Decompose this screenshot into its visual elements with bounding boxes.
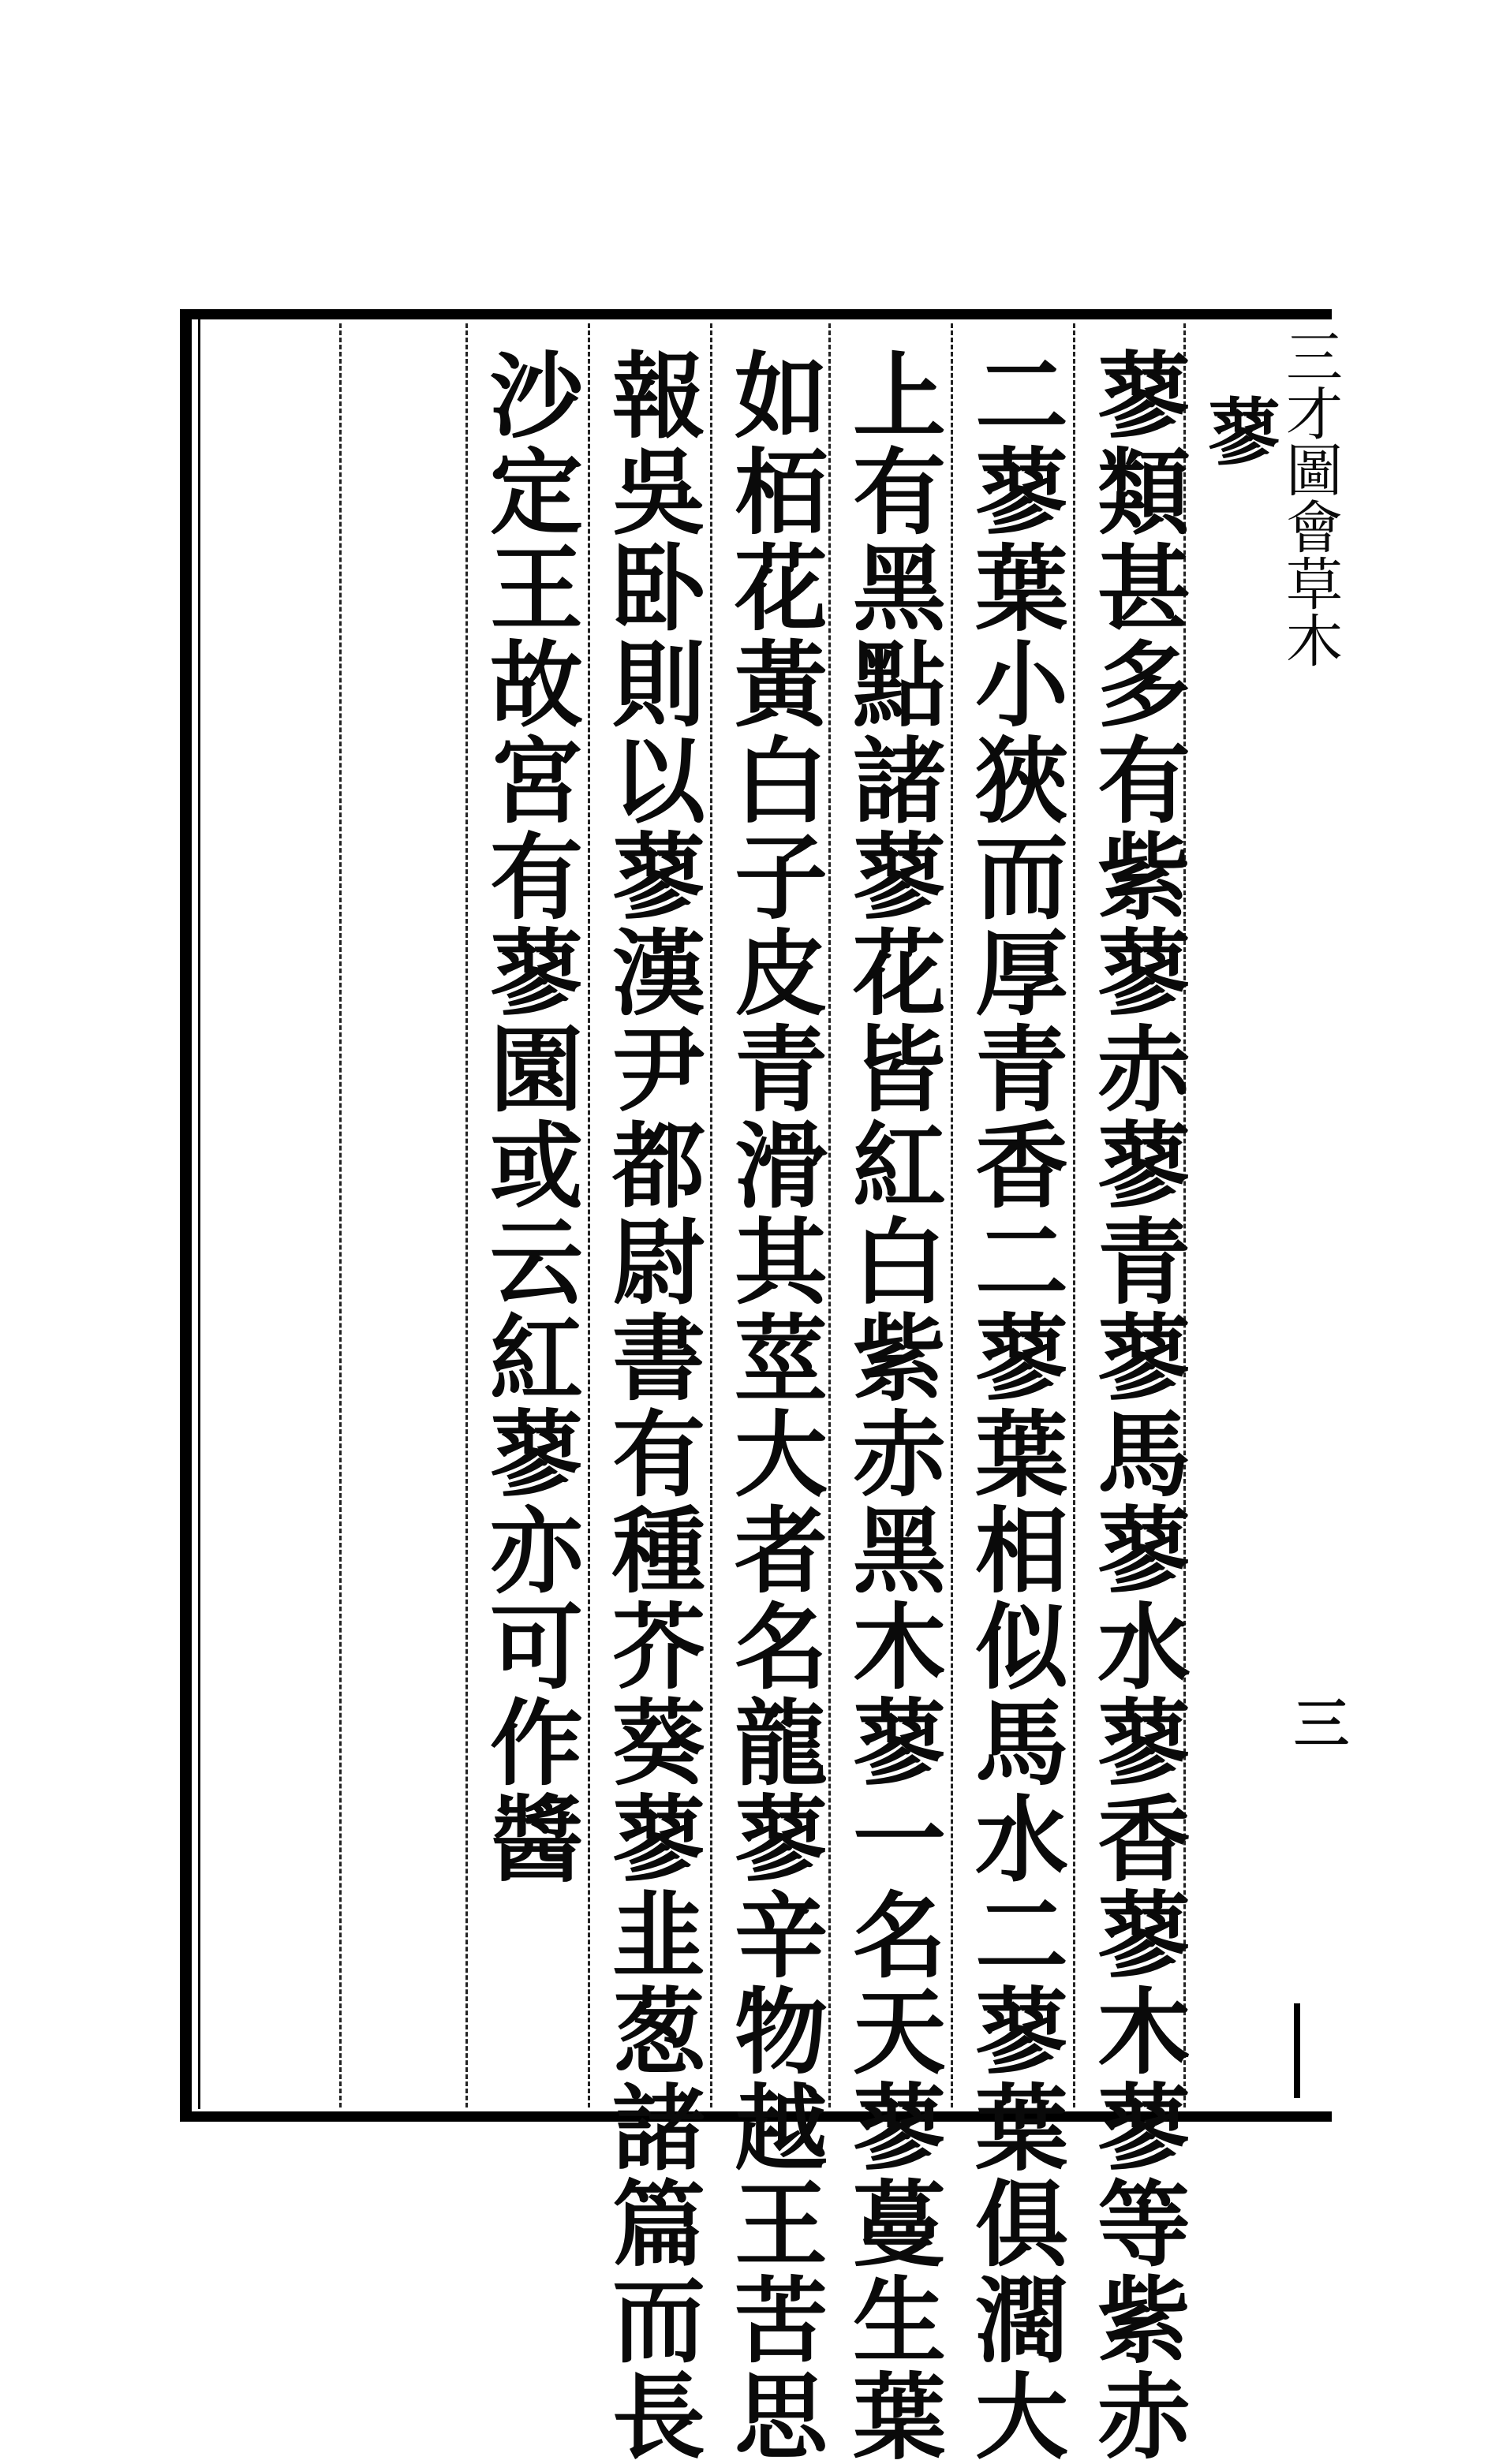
edge-mark (1294, 2003, 1300, 2098)
text-column-4: 如栢花黃白子皮青滑其莖大者名龍蓼辛物越王苦思 (719, 347, 828, 2464)
column-rule (465, 323, 468, 2107)
column-rule (951, 323, 953, 2107)
text-column-5: 報吳卧則以蓼漢尹都尉書有種芥葵蓼韭葱諸篇而長 (596, 347, 706, 2464)
frame-inner-rule (198, 319, 200, 2109)
column-rule (710, 323, 712, 2107)
folio-number: 三 (1294, 1691, 1349, 1757)
column-rule (1073, 323, 1075, 2107)
entry-heading: 蓼 (1196, 394, 1281, 467)
column-rule (339, 323, 342, 2107)
text-column-3: 上有黑點諸蓼花皆紅白紫赤黑木蓼一名天蓼蔓生葉 (837, 347, 947, 2464)
text-column-2: 二蓼葉小狹而厚青香二蓼葉相似馬水二蓼葉俱濶大 (959, 347, 1069, 2464)
margin-title: 三才圖會草木 (1277, 327, 1343, 668)
text-column-1: 蓼類甚多有紫蓼赤蓼青蓼馬蓼水蓼香蓼木蓼等紫赤 (1082, 347, 1191, 2464)
text-column-6: 沙定王故宮有蓼園或云紅蓼亦可作醬 (474, 347, 584, 1887)
column-rule (588, 323, 590, 2107)
